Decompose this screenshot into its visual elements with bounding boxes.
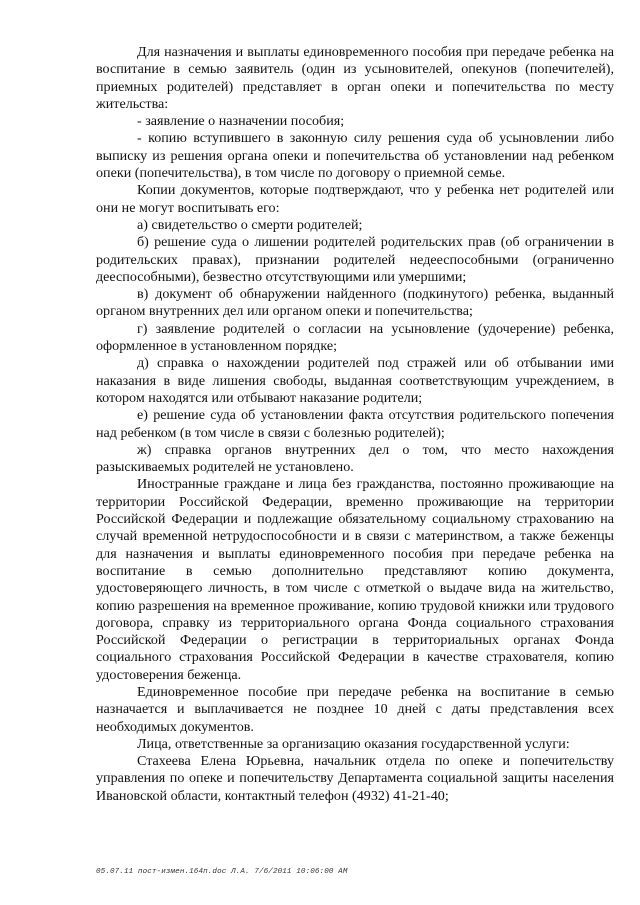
list-item: е) решение суда об установлении факта отсутствия родительского попечения над ребенком (в том числе в связи с болезнью родителей); <box>96 407 614 441</box>
list-item: а) свидетельство о смерти родителей; <box>137 216 363 233</box>
list-item: д) справка о нахождении родителей под стражей или об отбывании ими наказания в виде лишения свободы, выданная соответствующим учреждением, в котором находятся или отбывают наказание родители; <box>96 355 614 406</box>
paragraph-foreigners: Иностранные граждане и лица без гражданства, постоянно проживающие на территории Российской Федерации, временно проживающие на территории Российской Федерации и подлежащие обязательному социальному страхованию на случай временной нетрудоспособности и в связи с материнством, а также беженцы для назначения и выплаты единовременного пособия при передаче ребенка на воспитание в семью дополнительно представляют копию документа, удостоверяющего личность, в том числе с отметкой о выдаче вида на жительство, копию разрешения на временное проживание, копию трудовой книжки или трудового договора, справку из территориального органа Фонда социального страхования Российской Федерации о регистрации в территориальных органах Фонда социального страхования Российской Федерации в качестве страхователя, копию удостоверения беженца. <box>96 476 614 683</box>
paragraph-copies: Копии документов, которые подтверждают, что у ребенка нет родителей или они не могут воспитывать его: <box>96 182 614 216</box>
list-item: - копию вступившего в законную силу решения суда об усыновлении либо выписку из решения органа опеки и попечительства об установлении над ребенком опеки (попечительства), в том числе по договору о приемной семье. <box>96 130 614 182</box>
list-item: б) решение суда о лишении родителей родительских прав (об ограничении в родительских правах), признании родителей недееспособными (ограниченно дееспособными), безвестно отсутствующими или умершими; <box>96 234 614 285</box>
document-footer: 05.07.11 пост-измен.164п.doc Л.А. 7/6/2011 10:06:00 AM <box>96 868 348 876</box>
paragraph-contact: Стахеева Елена Юрьевна, начальник отдела по опеке и попечительству управления по опеке и попечительству Департамента социальной защиты населения Ивановской области, контактный телефон (4932) 41-21-40; <box>96 753 614 804</box>
paragraph-intro: Для назначения и выплаты единовременного пособия при передаче ребенка на воспитание в семью заявитель (один из усыновителей, опекунов (попечителей), приемных родителей) представляет в орган опеки и попечительства по месту жительства: <box>96 44 614 112</box>
paragraph-deadline: Единовременное пособие при передаче ребенка на воспитание в семью назначается и выплачивается не позднее 10 дней с даты представления всех необходимых документов. <box>96 683 614 735</box>
list-item: г) заявление родителей о согласии на усыновление (удочерение) ребенка, оформленное в установленном порядке; <box>96 320 614 355</box>
list-item: в) документ об обнаружении найденного (подкинутого) ребенка, выданный органом внутренних дел или органом опеки и попечительства; <box>96 286 614 320</box>
list-item: - заявление о назначении пособия; <box>137 113 345 130</box>
paragraph-responsible: Лица, ответственные за организацию оказания государственной услуги: <box>137 735 570 752</box>
document-body <box>96 44 614 805</box>
list-item: ж) справка органов внутренних дел о том, что место нахождения разыскиваемых родителей не установлено. <box>96 441 614 476</box>
